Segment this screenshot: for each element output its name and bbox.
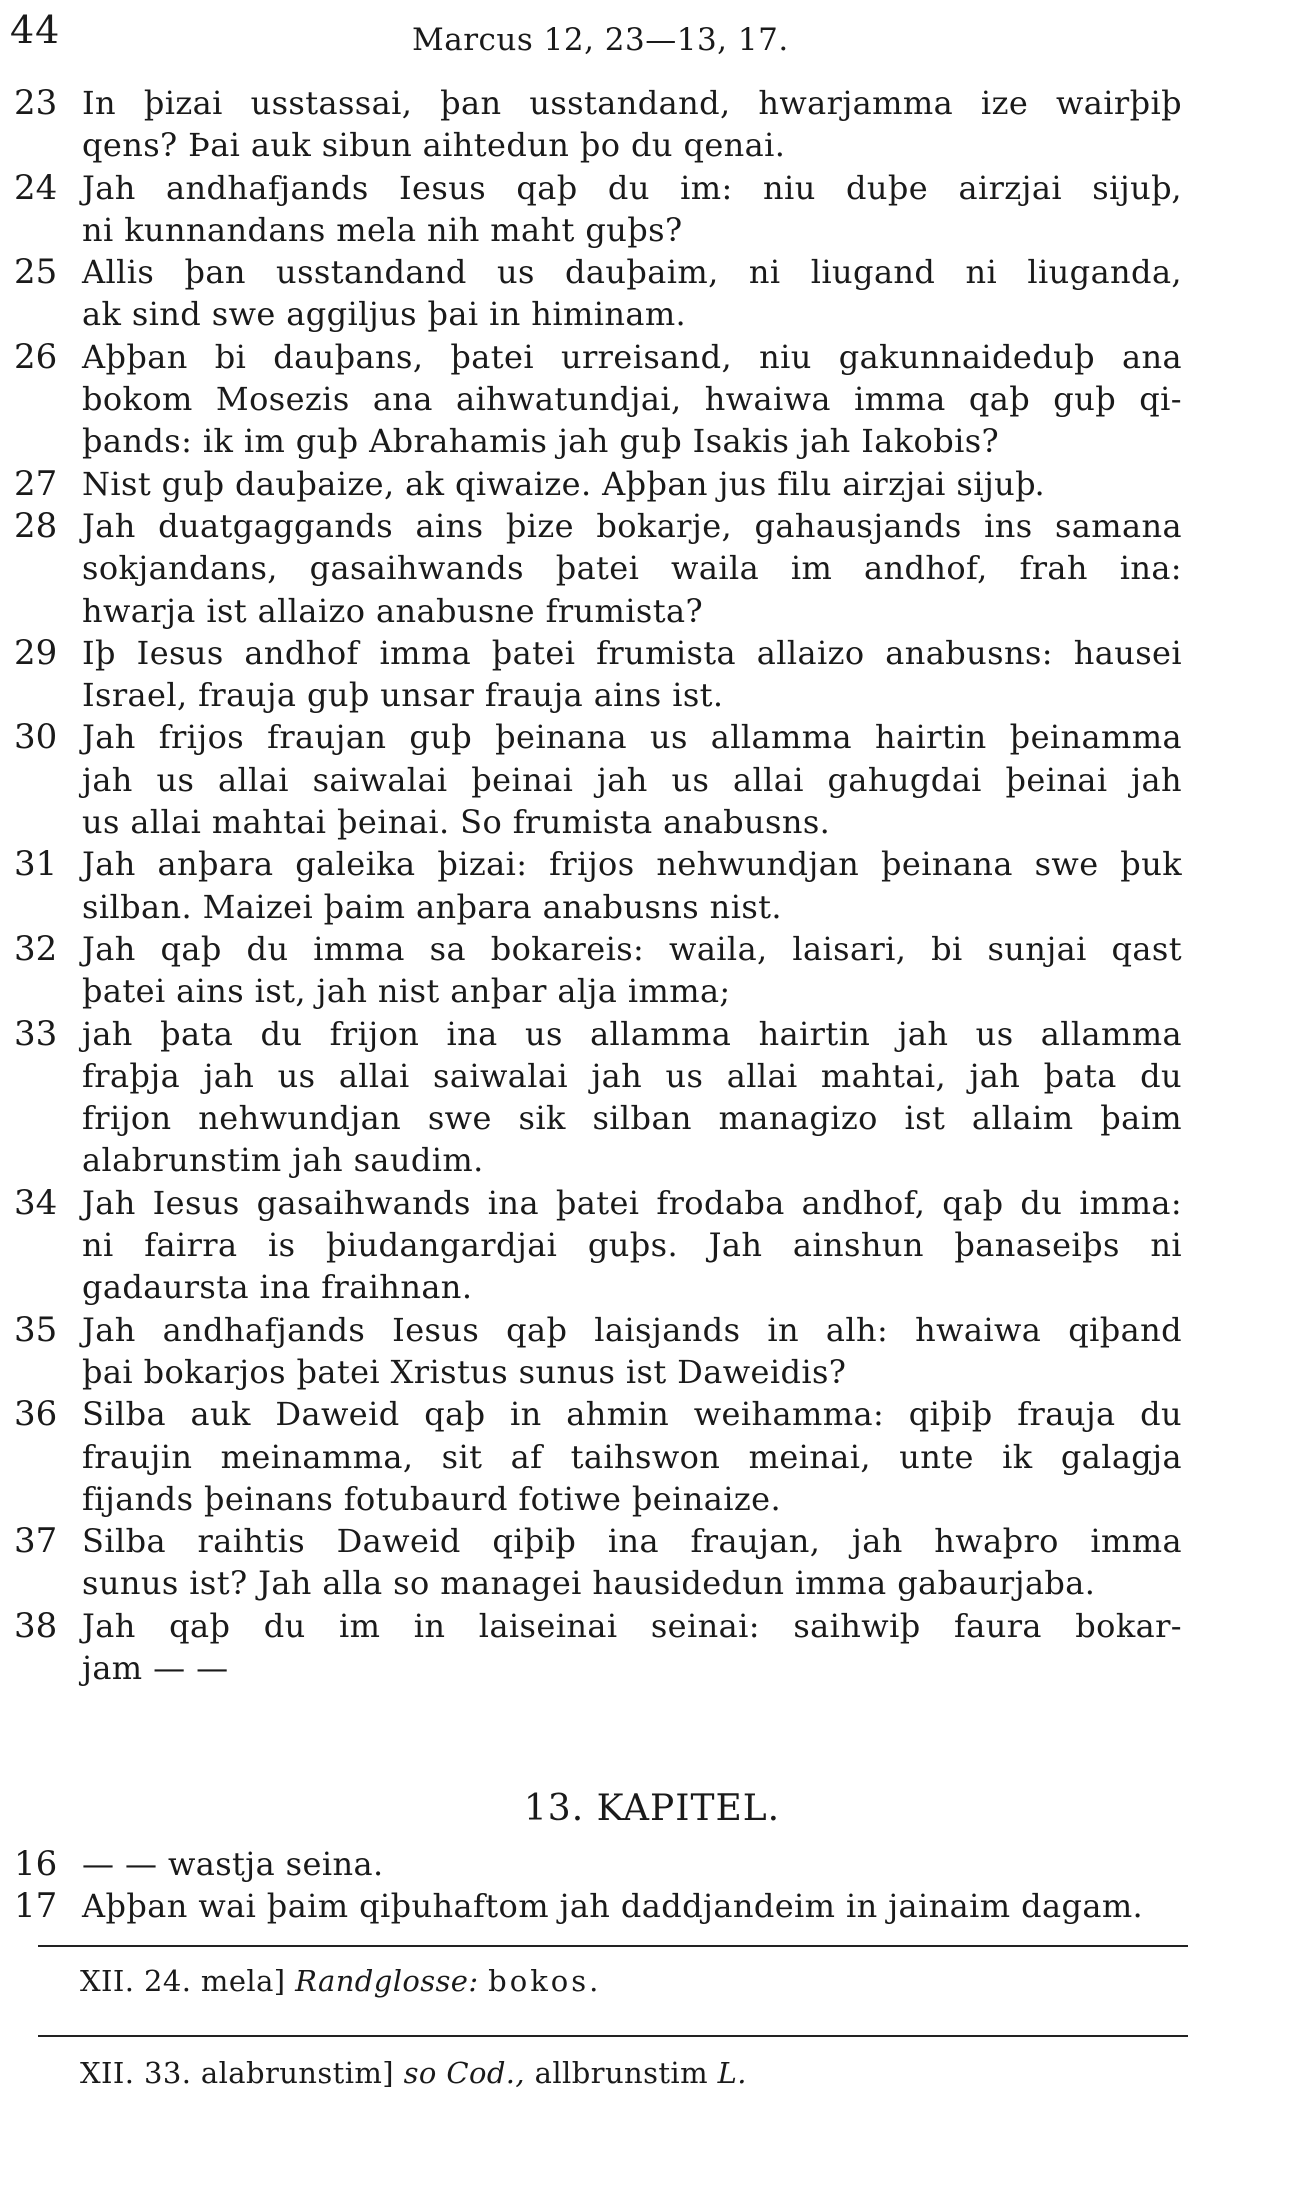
page-number: 44 <box>10 8 61 52</box>
verse <box>0 167 1304 252</box>
verse-line: jam — — <box>82 1648 229 1687</box>
chapter-12-verses <box>0 82 1304 1689</box>
verse-line: Jah frijos fraujan guþ þeinana us allamma hairtin þeinamma <box>82 718 1182 757</box>
verse-number: 38 <box>14 1605 58 1646</box>
verse-number: 36 <box>14 1394 58 1435</box>
verse-line: þai bokarjos þatei Xristus sunus ist Daweidis? <box>82 1352 847 1391</box>
verse-number: 29 <box>14 632 58 673</box>
verse <box>0 843 1304 928</box>
verse-line: Allis þan usstandand us dauþaim, ni liugand ni liuganda, <box>82 253 1182 292</box>
verse-line: ak sind swe aggiljus þai in himinam. <box>82 295 687 334</box>
footnote-ref: XII. 24. mela] <box>80 1964 286 1998</box>
verse-line: Aþþan wai þaim qiþuhaftom jah daddjandeim in jainaim dagam. <box>82 1887 1144 1926</box>
verse-number: 16 <box>14 1844 58 1884</box>
verse-line: bokom Mosezis ana aihwatundjai, hwaiwa imma qaþ guþ qi- <box>82 380 1182 419</box>
verse-number: 33 <box>14 1013 58 1054</box>
verse-line: Silba auk Daweid qaþ in ahmin weihamma: qiþiþ frauja du <box>82 1395 1182 1434</box>
verse-line: gadaursta ina fraihnan. <box>82 1268 473 1307</box>
verse-line: Israel, frauja guþ unsar frauja ains ist. <box>82 676 724 715</box>
verse <box>0 505 1304 632</box>
verse-line: silban. Maizei þaim anþara anabusns nist. <box>82 887 782 926</box>
footnote-2 <box>80 2056 747 2090</box>
verse-number: 30 <box>14 717 58 758</box>
verse-line: sunus ist? Jah alla so managei hausidedun imma gabaurjaba. <box>82 1564 1096 1603</box>
verse <box>0 82 1304 167</box>
footnote-divider-2 <box>38 2035 1188 2037</box>
verse-number: 34 <box>14 1182 58 1223</box>
footnote-label: Randglosse: <box>295 1964 479 1998</box>
verse-number: 32 <box>14 928 58 969</box>
verse <box>0 1843 1304 1885</box>
verse <box>0 1013 1304 1182</box>
verse-number: 24 <box>14 167 58 208</box>
verse-line: ni fairra is þiudangardjai guþs. Jah ainshun þanaseiþs ni <box>82 1226 1182 1265</box>
verse-line: ni kunnandans mela nih maht guþs? <box>82 210 683 249</box>
verse <box>0 251 1304 336</box>
verse <box>0 632 1304 717</box>
verse-line: hwarja ist allaizo anabusne frumista? <box>82 591 704 630</box>
verse-line: Jah andhafjands Iesus qaþ laisjands in alh: hwaiwa qiþand <box>82 1310 1182 1349</box>
verse-line: Jah andhafjands Iesus qaþ du im: niu duþe airzjai sijuþ, <box>82 168 1182 207</box>
verse-line: In þizai usstassai, þan usstandand, hwarjamma ize wairþiþ <box>82 84 1182 122</box>
verse-number: 25 <box>14 252 58 293</box>
footnote-text: bokos. <box>488 1964 602 1998</box>
verse <box>0 716 1304 843</box>
verse-line: fijands þeinans fotubaurd fotiwe þeinaize. <box>82 1479 782 1518</box>
verse-line: Jah qaþ du imma sa bokareis: waila, laisari, bi sunjai qast <box>82 929 1182 968</box>
verse-line: — — wastja seina. <box>82 1845 384 1883</box>
chapter-13-verses <box>0 1843 1304 1928</box>
verse-line: Nist guþ dauþaize, ak qiwaize. Aþþan jus filu airzjai sijuþ. <box>82 464 1046 503</box>
verse-number: 17 <box>14 1886 58 1927</box>
verse-line: Jah duatgaggands ains þize bokarje, gahausjands ins samana <box>82 506 1182 545</box>
footnote-1 <box>80 1964 601 1998</box>
verse-number: 26 <box>14 336 58 377</box>
footnote-suffix: L. <box>717 2056 747 2090</box>
verse-line: Iþ Iesus andhof imma þatei frumista allaizo anabusns: hausei <box>82 633 1182 672</box>
verse-number: 31 <box>14 844 58 885</box>
verse <box>0 463 1304 505</box>
verse-number: 27 <box>14 463 58 504</box>
verse-line: Jah anþara galeika þizai: frijos nehwundjan þeinana swe þuk <box>82 845 1182 884</box>
verse-line: fraþja jah us allai saiwalai jah us allai mahtai, jah þata du <box>82 1056 1182 1095</box>
verse-line: fraujin meinamma, sit af taihswon meinai, unte ik galagja <box>82 1437 1182 1476</box>
verse <box>0 1605 1304 1690</box>
verse <box>0 336 1304 463</box>
footnote-ref: XII. 33. alabrunstim] <box>80 2056 394 2090</box>
page-header <box>0 8 1304 64</box>
verse <box>0 1182 1304 1309</box>
verse-number: 35 <box>14 1309 58 1350</box>
footnote-divider <box>38 1945 1188 1947</box>
verse-line: qens? Þai auk sibun aihtedun þo du qenai. <box>82 126 786 165</box>
footnote-label: so Cod., <box>403 2056 526 2090</box>
verse-line: Silba raihtis Daweid qiþiþ ina fraujan, jah hwaþro imma <box>82 1522 1182 1561</box>
verse-number: 28 <box>14 505 58 546</box>
verse-line: alabrunstim jah saudim. <box>82 1141 484 1180</box>
verse-line: þatei ains ist, jah nist anþar alja imma; <box>82 972 731 1011</box>
verse-line: jah þata du frijon ina us allamma hairtin jah us allamma <box>82 1014 1182 1053</box>
running-title: Marcus 12, 23—13, 17. <box>412 22 789 58</box>
chapter-heading: 13. KAPITEL. <box>523 1788 781 1829</box>
verse-line: us allai mahtai þeinai. So frumista anabusns. <box>82 803 831 842</box>
verse <box>0 1393 1304 1520</box>
verse-line: jah us allai saiwalai þeinai jah us allai gahugdai þeinai jah <box>82 760 1182 799</box>
verse <box>0 1309 1304 1394</box>
verse-number: 37 <box>14 1521 58 1562</box>
verse-line: frijon nehwundjan swe sik silban managizo ist allaim þaim <box>82 1099 1182 1138</box>
verse-line: Aþþan bi dauþans, þatei urreisand, niu gakunnaideduþ ana <box>82 337 1182 376</box>
verse <box>0 928 1304 1013</box>
verse <box>0 1885 1304 1927</box>
verse-line: þands: ik im guþ Abrahamis jah guþ Isakis jah Iakobis? <box>82 422 1000 461</box>
footnote-text: allbrunstim <box>534 2056 709 2090</box>
verse <box>0 1520 1304 1605</box>
verse-number: 23 <box>14 83 58 123</box>
verse-line: Jah qaþ du im in laiseinai seinai: saihwiþ faura bokar- <box>82 1606 1182 1645</box>
verse-line: sokjandans, gasaihwands þatei waila im andhof, frah ina: <box>82 549 1182 588</box>
verse-line: Jah Iesus gasaihwands ina þatei frodaba andhof, qaþ du imma: <box>82 1183 1182 1222</box>
